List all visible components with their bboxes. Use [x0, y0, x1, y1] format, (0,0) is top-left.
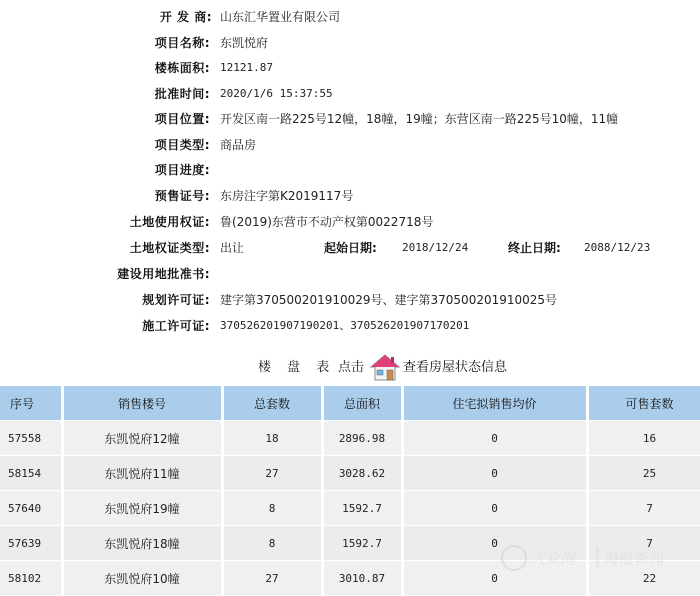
cell-total-area: 3010.87	[322, 561, 402, 596]
table-row[interactable]	[0, 421, 700, 456]
land-type-label: 土地权证类型:	[129, 241, 210, 255]
project-name-value: 东凯悦府	[220, 36, 269, 50]
land-type-value: 出让	[220, 241, 245, 255]
building-area-value: 12121.87	[220, 61, 273, 74]
cell-building[interactable]: 东凯悦府19幢	[62, 491, 222, 526]
cell-serial: 58154	[0, 456, 62, 491]
project-name-label: 项目名称:	[154, 36, 210, 50]
cell-total-units: 8	[222, 526, 322, 561]
end-date-label: 终止日期:	[508, 241, 561, 255]
construction-land-label: 建设用地批准书:	[117, 267, 210, 281]
watermark-text-2: 海报新闻	[604, 550, 665, 568]
cell-serial: 57558	[0, 421, 62, 456]
cell-serial: 57639	[0, 526, 62, 561]
progress-label: 项目进度:	[154, 163, 210, 177]
start-date-label: 起始日期:	[324, 241, 377, 255]
header-building: 销售楼号	[62, 386, 222, 421]
planning-value: 建字第370500201910029号、建字第370500201910025号	[220, 293, 558, 307]
cell-avg-price: 0	[402, 561, 587, 596]
developer-label: 开 发 商:	[159, 10, 212, 24]
table-title: 楼 盘 表	[258, 360, 336, 375]
location-value: 开发区南一路225号12幢，18幢，19幢；东营区南一路225号10幢，11幢	[220, 112, 619, 126]
cell-available: 25	[587, 456, 700, 491]
presale-value: 东房注字第K2019117号	[220, 189, 354, 203]
approval-time-value: 2020/1/6 15:37:55	[220, 87, 333, 100]
cell-building[interactable]: 东凯悦府11幢	[62, 456, 222, 491]
cell-available: 7	[587, 526, 700, 561]
header-total-area: 总面积	[322, 386, 402, 421]
land-type-row	[0, 237, 700, 259]
view-status-link[interactable]: 查看房屋状态信息	[403, 360, 508, 375]
cell-avg-price: 0	[402, 456, 587, 491]
click-text: 点击	[338, 360, 365, 375]
cell-building[interactable]: 东凯悦府12幢	[62, 421, 222, 456]
table-header-row	[0, 386, 700, 421]
header-available: 可售套数	[587, 386, 700, 421]
cell-available: 16	[587, 421, 700, 456]
presale-label: 预售证号:	[154, 189, 210, 203]
cell-building[interactable]: 东凯悦府18幢	[62, 526, 222, 561]
type-value: 商品房	[220, 138, 257, 152]
header-total-units: 总套数	[222, 386, 322, 421]
table-row[interactable]	[0, 456, 700, 491]
cell-total-area: 1592.7	[322, 526, 402, 561]
start-date-value: 2018/12/24	[402, 241, 469, 254]
cell-available: 22	[587, 561, 700, 596]
land-use-label: 土地使用权证:	[129, 215, 210, 229]
header-avg-price: 住宅拟销售均价	[402, 386, 587, 421]
cell-total-units: 27	[222, 456, 322, 491]
header-serial: 序号	[0, 386, 62, 421]
construction-permit-value: 370526201907190201、370526201907170201	[220, 319, 470, 332]
cell-avg-price: 0	[402, 491, 587, 526]
watermark-text-1: 大众网	[530, 550, 576, 568]
cell-avg-price: 0	[402, 526, 587, 561]
cell-total-area: 1592.7	[322, 491, 402, 526]
cell-total-area: 3028.62	[322, 456, 402, 491]
planning-label: 规划许可证:	[142, 293, 210, 307]
cell-total-units: 27	[222, 561, 322, 596]
cell-total-units: 18	[222, 421, 322, 456]
building-area-label: 楼栋面积:	[154, 61, 210, 75]
location-label: 项目位置:	[154, 112, 210, 126]
developer-value: 山东汇华置业有限公司	[220, 10, 341, 24]
type-label: 项目类型:	[154, 138, 210, 152]
cell-available: 7	[587, 491, 700, 526]
table-row[interactable]	[0, 491, 700, 526]
watermark-logo	[500, 541, 696, 575]
cell-serial: 58102	[0, 561, 62, 596]
construction-permit-label: 施工许可证:	[142, 319, 210, 333]
table-title-bar	[0, 352, 700, 384]
cell-building[interactable]: 东凯悦府10幢	[62, 561, 222, 596]
cell-total-units: 8	[222, 491, 322, 526]
cell-avg-price: 0	[402, 421, 587, 456]
approval-time-label: 批准时间:	[154, 87, 210, 101]
land-use-value: 鲁(2019)东营市不动产权第0022718号	[220, 215, 434, 229]
cell-total-area: 2896.98	[322, 421, 402, 456]
house-icon[interactable]	[369, 352, 401, 384]
end-date-value: 2088/12/23	[584, 241, 651, 254]
cell-serial: 57640	[0, 491, 62, 526]
